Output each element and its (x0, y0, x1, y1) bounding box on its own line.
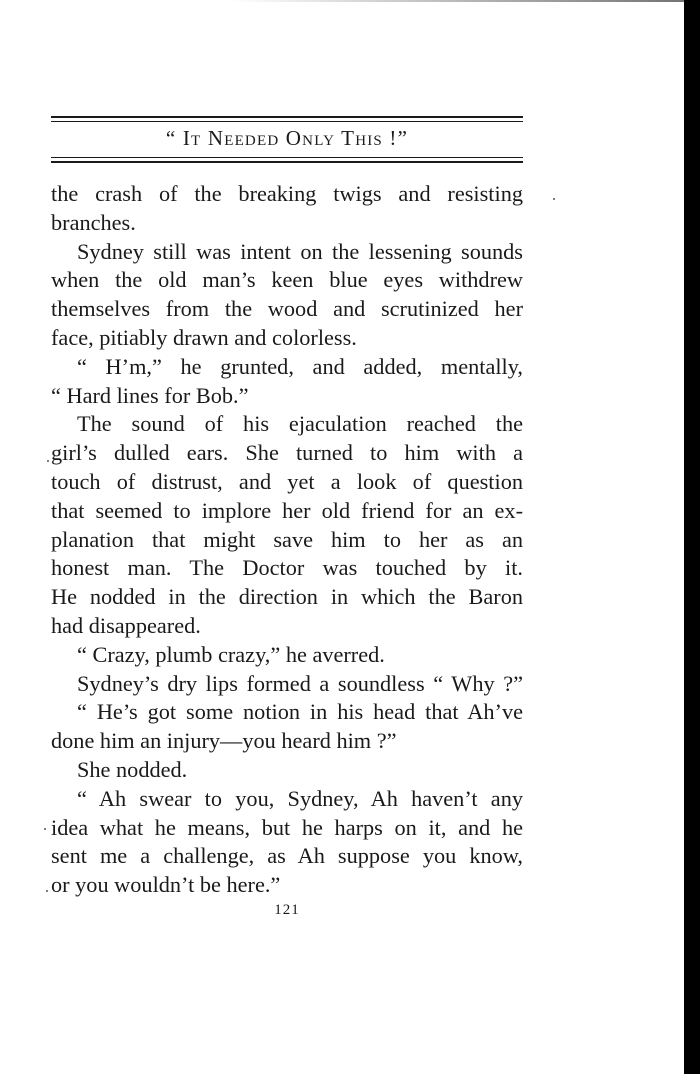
text-line: “ Hard lines for Bob.” (51, 382, 249, 408)
text-line: “ He’s got some notion in his head that Ah’ve (77, 699, 523, 725)
paper-speck (553, 198, 555, 200)
page-top-shadow (230, 0, 684, 2)
running-head: “ It Needed Only This !” (165, 126, 409, 150)
text-line: “ Ah swear to you, Sydney, Ah haven’t any (77, 785, 523, 811)
paper-speck (46, 890, 48, 892)
header-rule-top-thin (51, 121, 523, 122)
body-text (51, 180, 523, 900)
text-line: face, pitiably drawn and colorless. (51, 324, 357, 350)
header-rule-bottom-thick (51, 161, 523, 163)
text-line: Sydney’s dry lips formed a soundless “ Why ?” (77, 670, 523, 696)
text-line: The sound of his ejaculation reached the (77, 411, 523, 437)
text-line: girl’s dulled ears. She turned to him with a (51, 440, 523, 466)
text-line: had disappeared. (51, 612, 201, 638)
text-line: themselves from the wood and scrutinized her (51, 296, 523, 322)
text-line: touch of distrust, and yet a look of question (51, 468, 523, 494)
text-line: done him an injury—you heard him ?” (51, 728, 397, 754)
text-line: the crash of the breaking twigs and resisting (51, 181, 523, 206)
page-number: 121 (274, 902, 300, 918)
text-line: planation that might save him to her as an (51, 526, 523, 552)
text-line: “ Crazy, plumb crazy,” he averred. (77, 641, 385, 667)
header-rule-bottom-thin (51, 157, 523, 158)
text-line: sent me a challenge, as Ah suppose you know, (51, 843, 523, 869)
paper-speck (44, 828, 46, 830)
text-line: She nodded. (77, 756, 188, 782)
text-line: idea what he means, but he harps on it, and he (51, 814, 523, 840)
text-line: “ H’m,” he grunted, and added, mentally, (77, 353, 523, 379)
page-right-edge-shadow (684, 0, 700, 1074)
text-line: Sydney still was intent on the lessening sounds (77, 238, 523, 264)
text-line: or you wouldn’t be here.” (51, 872, 281, 898)
text-line: He nodded in the direction in which the Baron (51, 584, 523, 610)
text-line: that seemed to implore her old friend for an ex- (51, 497, 523, 523)
text-line: when the old man’s keen blue eyes withdrew (51, 267, 523, 293)
paper-speck (47, 460, 49, 462)
header-rule-top-thick (51, 116, 523, 118)
text-line: honest man. The Doctor was touched by it. (51, 555, 523, 581)
text-line: branches. (51, 209, 136, 235)
